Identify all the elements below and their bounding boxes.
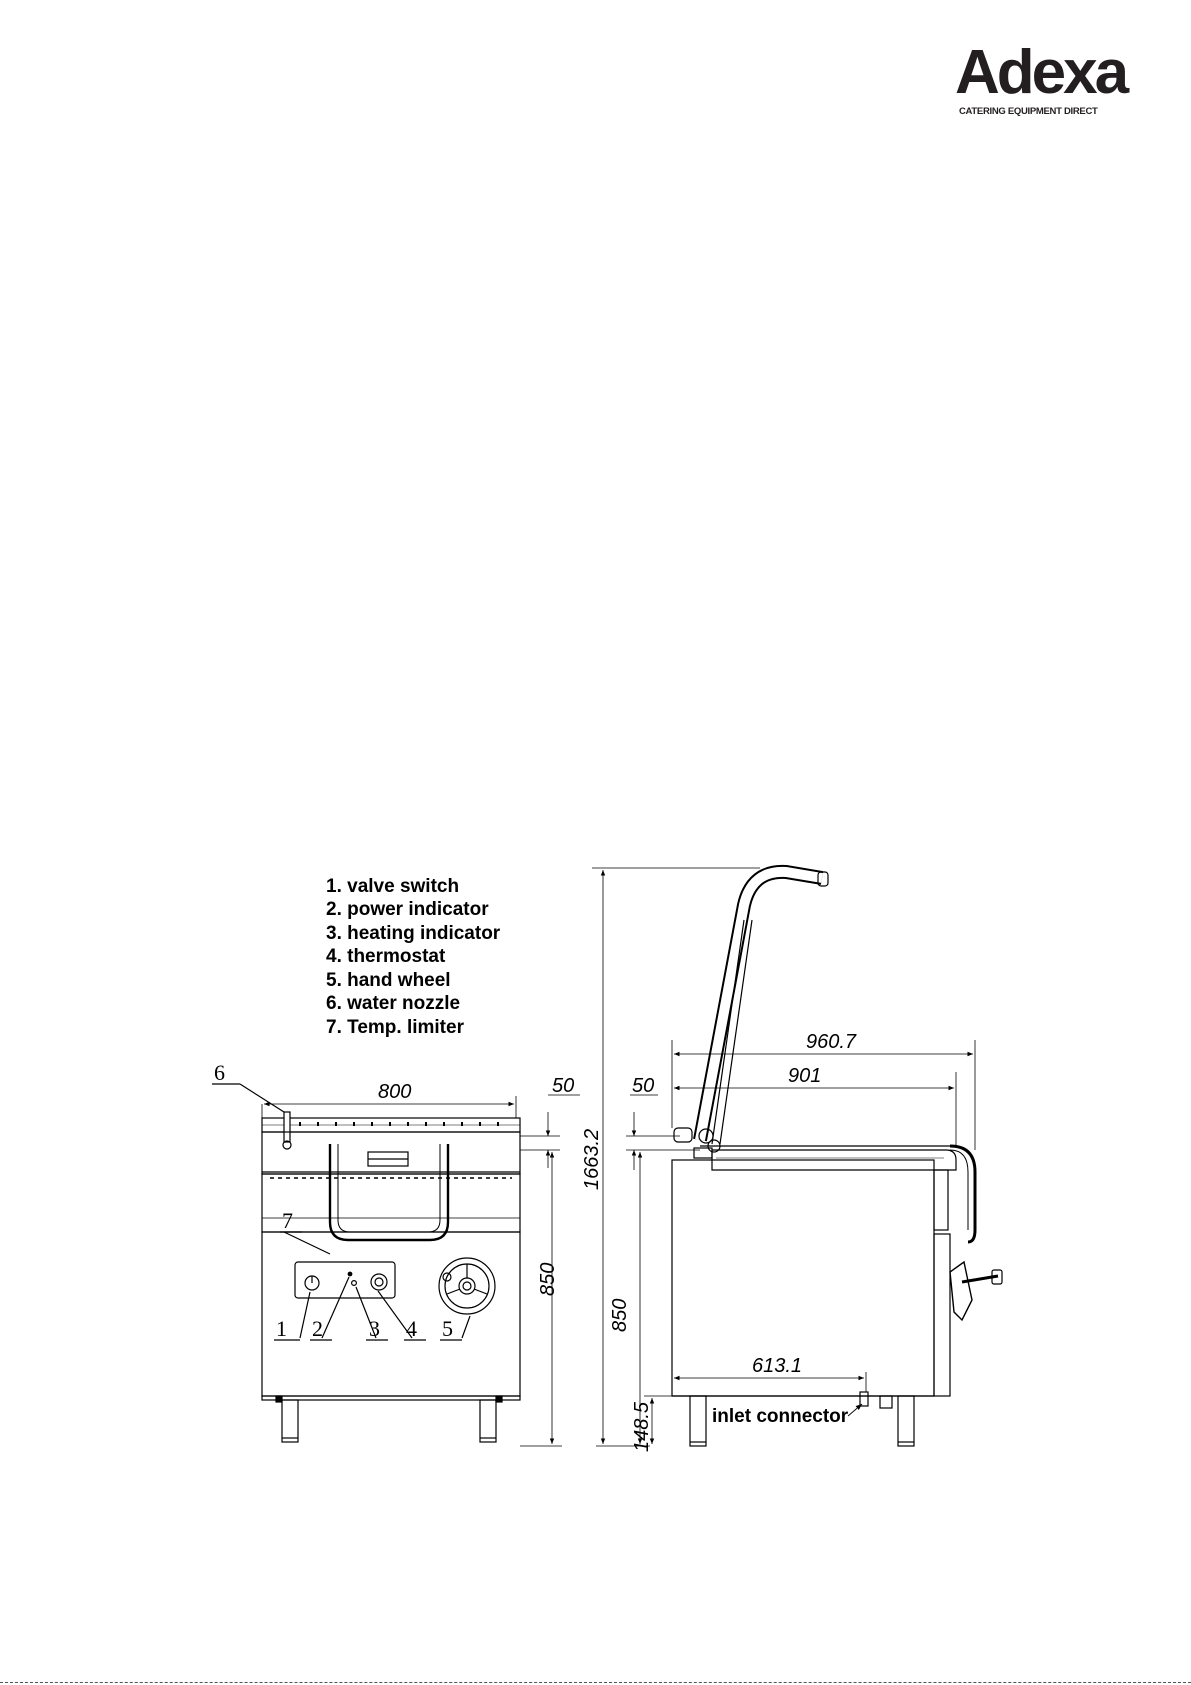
legend-item-thermostat: 4. thermostat (326, 946, 446, 967)
legend-item-heating-indicator: 3. heating indicator (326, 923, 501, 944)
dim-side-top-offset: 50 (632, 1075, 655, 1097)
callout-5: 5 (442, 1316, 453, 1341)
callout-4: 4 (406, 1316, 417, 1341)
dim-front-width: 800 (378, 1081, 412, 1103)
legend-item-water-nozzle: 6. water nozzle (326, 993, 461, 1014)
page-footer-divider (0, 1682, 1191, 1683)
dim-inlet-distance: 613.1 (752, 1355, 803, 1377)
callout-3: 3 (369, 1316, 380, 1341)
legend-item-temp-limiter: 7. Temp. limiter (326, 1017, 464, 1038)
callout-1: 1 (276, 1316, 287, 1341)
legend-item-hand-wheel: 5. hand wheel (326, 970, 451, 991)
logo-tagline: CATERING EQUIPMENT DIRECT (959, 106, 1098, 117)
dim-leg-height: 148.5 (631, 1401, 653, 1452)
callout-7: 7 (282, 1208, 293, 1233)
dim-side-working-height: 850 (609, 1298, 631, 1332)
front-view (212, 1084, 580, 1446)
callout-6: 6 (214, 1060, 225, 1085)
dim-front-working-height: 850 (537, 1262, 559, 1296)
dim-depth-total: 960.7 (806, 1031, 857, 1053)
inlet-connector-label: inlet connector (712, 1406, 849, 1427)
dim-front-top-offset: 50 (552, 1075, 575, 1097)
dim-depth-body: 901 (788, 1065, 822, 1087)
legend-item-valve-switch: 1. valve switch (326, 876, 460, 897)
callout-2: 2 (312, 1316, 323, 1341)
legend-item-power-indicator: 2. power indicator (326, 899, 489, 920)
dim-overall-height: 1663.2 (581, 1128, 603, 1190)
logo-wordmark: Adexa (955, 38, 1127, 107)
